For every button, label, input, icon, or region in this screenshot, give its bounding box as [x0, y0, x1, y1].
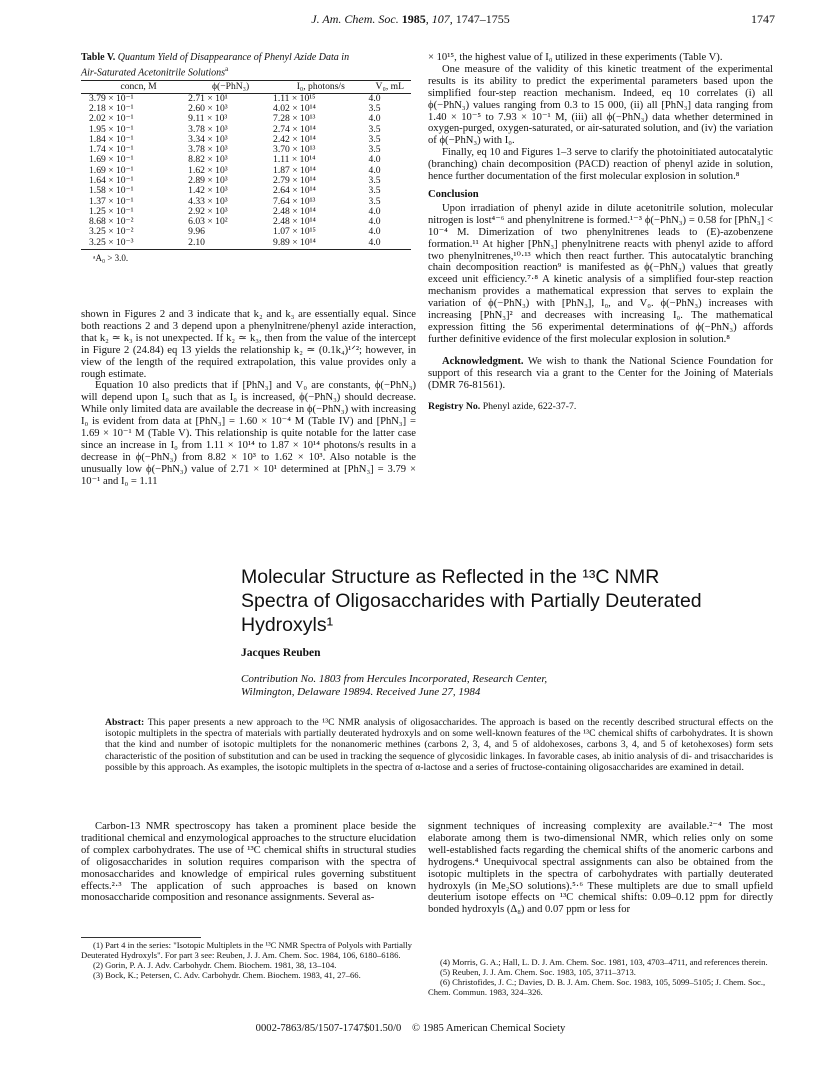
table-cell: 2.10 — [188, 238, 273, 250]
table-cell: 4.0 — [368, 226, 381, 238]
table-cell: 3.78 × 10³ — [188, 144, 228, 156]
table-cell: 7.64 × 10¹³ — [273, 195, 316, 207]
table-cell: 1.42 × 10³ — [188, 185, 228, 197]
table-cell: 3.25 × 10⁻² — [89, 226, 134, 238]
conclusion-heading: Conclusion — [428, 188, 479, 200]
copyright: © 1985 American Chemical Society — [411, 1023, 566, 1034]
table-row — [81, 114, 411, 124]
table-cell: 2.60 × 10³ — [188, 102, 228, 114]
table-cell: 1.84 × 10⁻¹ — [89, 133, 134, 145]
table-cell: 2.71 × 10¹ — [188, 92, 228, 104]
table-cell: 3.5 — [368, 185, 381, 197]
table-cell: 1.25 × 10⁻¹ — [89, 205, 134, 217]
column-header: I₀, photons/s — [273, 81, 368, 93]
body-left — [81, 821, 416, 904]
table-cell: 1.11 × 10¹⁵ — [273, 92, 316, 104]
table-cell: 9.89 × 10¹⁴ — [273, 238, 368, 250]
table-cell: 8.82 × 10³ — [188, 154, 228, 166]
affiliation: Contribution No. 1803 from Hercules Incorporated, Research Center, Wilmington, Delaware 19894. Received June 27, 1984 — [241, 673, 548, 698]
table-cell: 2.02 × 10⁻¹ — [89, 113, 134, 125]
table-cell: 1.62 × 10³ — [188, 164, 228, 176]
footnote-rule — [81, 937, 201, 938]
table-cell: 3.5 — [368, 102, 381, 114]
table-cell: 2.79 × 10¹⁴ — [273, 175, 316, 186]
table-cell: 2.18 × 10⁻¹ — [89, 102, 134, 114]
journal-citation: J. Am. Chem. Soc. 1985, 107, 1747–1755 — [311, 12, 510, 26]
paragraph: Equation 10 also predicts that if [PhN₃] and V₀ are constants, ϕ(−PhN₃) will depend upon I₀ such that as I₀ is increased, ϕ(−PhN₃) should decrease. While only limited data are available the decrease in ϕ(−PhN₃) with increasing I₀ is evident from data at [PhN₃] = 1.60 × 10⁻⁴ M (Table IV) and [PhN₃] = 1.69 × 10⁻¹ M (Table V). This relationship is quite notable for the latter case since an increase in I₀ from 1.11 × 10¹⁴ to 1.87 × 10¹⁴ photons/s results in a decrease in ϕ(−PhN₃) from 8.82 × 10³ to 1.62 × 10³. Also notable is the unusually low ϕ(−PhN₃) value of 2.71 × 10¹ determined at [PhN₃] = 3.79 × 10⁻¹ and I₀ = 1.11 — [81, 380, 416, 487]
registry: Registry No. Phenyl azide, 622-37-7. — [428, 401, 577, 413]
paragraph: Carbon-13 NMR spectroscopy has taken a prominent place beside the traditional chemical and enzymological approaches to the structure elucidation of complex carbohydrates. The use of ¹³C chemical shifts in structural studies of oligosaccharides in solution requires comparison with the spectra of monosaccharides and knowledge of empirical rules governing substituent effects.²·³ The application of such approaches is based on known monosaccharide composition and resonance assignments. Several as- — [81, 821, 416, 904]
paragraph: One measure of the validity of this kinetic treatment of the experimental results is its ability to predict the experimental parameters based upon the simplified four-step reaction mechanism. Indeed, eq 10 correlates (i) all ϕ(−PhN₃) values ranging from 0.3 to 15 000, (ii) all [PhN₃] data ranging from 1.40 × 10⁻⁵ to 7.93 × 10⁻¹ M, (iii) all ϕ(−PhN₃) data whether determined in oxygen-purged, oxygen-saturated, or air-saturated solution, and (iv) the variation of ϕ(−PhN₃) with I₀. — [428, 63, 773, 147]
table-cell: 3.78 × 10³ — [188, 123, 228, 135]
table-cell: 1.74 × 10⁻¹ — [89, 144, 134, 156]
table-cell: 1.58 × 10⁻¹ — [89, 185, 134, 197]
table-cell: 3.5 — [368, 144, 381, 156]
table-cell: 1.37 × 10⁻¹ — [89, 195, 134, 207]
table-cell: 3.79 × 10⁻¹ — [89, 92, 134, 104]
table-cell: 2.92 × 10³ — [188, 205, 228, 217]
table-cell: 3.5 — [368, 133, 381, 145]
column-header: ϕ(−PhN₃) — [188, 81, 273, 93]
table-cell: 4.0 — [369, 238, 411, 250]
column-header: concn, M — [81, 81, 188, 93]
table-cell: 3.70 × 10¹³ — [273, 144, 316, 156]
footnotes-right — [428, 957, 773, 997]
table-cell: 1.11 × 10¹⁴ — [273, 154, 316, 166]
table-cell: 2.74 × 10¹⁴ — [273, 123, 316, 135]
paragraph: Upon irradiation of phenyl azide in dilute acetonitrile solution, molecular nitrogen is lost⁴⁻⁶ and phenylnitrene is formed.¹⁻³ ϕ(−PhN₃) = 0.58 for [PhN₃] < 10⁻⁴ M. Dimerization of two phenylnitrenes leads to (E)-azobenzene formation.¹¹ At higher [PhN₃] phenylnitrene reacts with phenyl azide to afford two phenylnitrenes,¹⁰·¹³ which then react further. This autocatalytic branching chain decomposition reaction⁹ is manifested as ϕ(−PhN₃) values that greatly exceed unit efficiency.⁷·⁸ A kinetic analysis of a simplified four-step reaction mechanism provides a mathematical expression that serves to explain the variation of ϕ(−PhN₃) with [PhN₃], I₀, and V₀. ϕ(−PhN₃) increases with increasing [PhN₃]² and decreases with increasing I₀. The mathematical expression fitting the 56 experimental determinations of ϕ(−PhN₃) affords further definitive evidence of the first molecular explosion in solution.⁸ — [428, 202, 773, 345]
footnote: (3) Bock, K.; Petersen, C. Adv. Carbohydr. Chem. Biochem. 1983, 41, 27–66. — [93, 970, 361, 981]
table-cell: 6.03 × 10² — [188, 216, 228, 228]
table-cell: 2.48 × 10¹⁴ — [273, 216, 316, 228]
table-cell: 2.42 × 10¹⁴ — [273, 133, 316, 145]
page-footer — [0, 1023, 821, 1034]
table-cell: 4.0 — [368, 216, 381, 228]
author: Jacques Reuben — [241, 647, 321, 659]
page-number: 1747 — [751, 12, 775, 26]
table-cell: 1.87 × 10¹⁴ — [273, 164, 316, 176]
table-cell: 9.11 × 10³ — [188, 113, 228, 125]
table-cell: 4.0 — [368, 92, 381, 104]
table-cell: 1.07 × 10¹⁵ — [273, 226, 316, 238]
paragraph: shown in Figures 2 and 3 indicate that k₂ and k₃ are essentially equal. Since both reactions 2 and 3 depend upon a phenylnitrene/phenyl azide interaction, that k₂ ≃ k₃ is not unexpected. If k₂ ≃ k₃, then from the value of the intercept in Figure 2 (24.84) eq 13 yields the relationship k₂ ≃ (0.1k₄)¹ᐟ²; however, in view of the length of the required extrapolation, this value provides only a rough estimate. — [81, 309, 416, 380]
article-code: 0002-7863/85/1507-1747$01.50/0 — [255, 1023, 402, 1034]
table-cell: 4.02 × 10¹⁴ — [273, 102, 316, 114]
table-cell: 1.64 × 10⁻¹ — [89, 175, 134, 186]
table-cell: 3.5 — [368, 123, 381, 135]
table-cell: 7.28 × 10¹³ — [273, 113, 316, 125]
table-cell: 4.0 — [368, 154, 381, 166]
table-cell: 2.64 × 10¹⁴ — [273, 185, 316, 197]
table-cell: 1.69 × 10⁻¹ — [89, 154, 134, 166]
article-title: Molecular Structure as Reflected in the ¹³C NMR Spectra of Oligosaccharides with Partially Deuterated Hydroxyls¹ — [241, 566, 702, 636]
table-cell: 3.5 — [368, 195, 381, 207]
table-cell: 3.5 — [368, 175, 381, 186]
data-table — [81, 80, 411, 250]
table-cell: 4.0 — [368, 164, 381, 176]
table-cell: 1.95 × 10⁻¹ — [89, 123, 134, 135]
table-cell: 9.96 — [188, 226, 205, 238]
table-cell: 2.48 × 10¹⁴ — [273, 205, 316, 217]
acknowledgment: Acknowledgment. We wish to thank the National Science Foundation for support of this research via a grant to the Center for the Joining of Materials (DMR 76-81561). — [428, 355, 773, 391]
footnote: (1) Part 4 in the series: "Isotopic Multiplets in the ¹³C NMR Spectra of Polyols with Partially Deuterated Hydroxyls". For part 3 see: Reuben, J. J. Am. Chem. Soc. 1984, 106, 6180–6186. — [81, 940, 412, 961]
table-cell: 2.89 × 10³ — [188, 175, 228, 186]
table-cell: 8.68 × 10⁻² — [89, 216, 134, 228]
right-column — [428, 52, 773, 413]
column-header: V₀, mL — [369, 81, 411, 93]
footnote: (2) Gorin, P. A. J. Adv. Carbohydr. Chem. Biochem. 1981, 38, 13–104. — [93, 960, 337, 971]
paragraph: × 10¹⁵, the highest value of I₀ utilized in these experiments (Table V). — [428, 52, 723, 63]
table-cell: 3.25 × 10⁻³ — [81, 238, 188, 250]
table-cell: 3.34 × 10³ — [188, 133, 228, 145]
footnote: (4) Morris, G. A.; Hall, L. D. J. Am. Chem. Soc. 1981, 103, 4703–4711, and references therein. — [440, 957, 768, 967]
running-header — [0, 12, 821, 28]
footnote: (5) Reuben, J. J. Am. Chem. Soc. 1983, 105, 3711–3713. — [440, 967, 636, 978]
table-cell: 1.69 × 10⁻¹ — [89, 164, 134, 176]
table-cell: 4.33 × 10³ — [188, 195, 228, 207]
table-caption: Table V. Quantum Yield of Disappearance of Phenyl Azide Data in Air-Saturated Acetonitrile Solutions$^a$ — [81, 52, 350, 78]
paragraph: signment techniques of increasing complexity are available.²⁻⁴ The most elaborate among them is two-dimensional NMR, which relies only on some well-established facts regarding the chemical shifts of the anomeric carbons and hydrogens.⁴ Unequivocal spectral assignments can also be obtained from the isotopic multiplets in the spectra of carbohydrates with partially deuterated hydroxyls (in Me₂SO solutions).⁵·⁶ These multiplets are due to small upfield deuterium isotope effects on ¹³C chemical shifts: 0.09–0.12 ppm for directly bonded hydroxyls (Δ₈) and 0.07 ppm or less for — [428, 821, 773, 916]
body-right — [428, 821, 773, 916]
left-column — [81, 309, 416, 488]
table-cell: 4.0 — [368, 205, 381, 217]
table-footnote: ᵃA₀ > 3.0. — [93, 253, 129, 264]
table-v — [81, 52, 416, 263]
abstract: Abstract: This paper presents a new approach to the ¹³C NMR analysis of oligosaccharides. The approach is based on the recently described structural effects on the isotopic multiplets in the spectra of materials with partially deuterated hydroxyls and on some well-known features of the ¹³C chemical shifts of carbohydrates. It is shown that the kind and number of isotopic multiplets for the nonanomeric methines (carbons 2, 3, 4, and 5 of aldohexoses, carbons 3, 4, and 5 of ketohexoses) form sets characteristic of the position of substitution and can be used in tracking the sequence of glycosidic linkages. In favorable cases, ab initio analysis of di- and trisaccharides is possible by this approach. As examples, the isotopic multiplets in the spectra of α-lactose and a series of fructose-containing oligosaccharides are examined in detail. — [105, 717, 773, 773]
footnote: (6) Christofides, J. C.; Davies, D. B. J. Am. Chem. Soc. 1983, 105, 5099–5105; J. Chem. Soc., Chem. Commun. 1983, 324–326. — [428, 977, 766, 998]
footnotes-left — [81, 937, 416, 980]
table-row — [81, 238, 411, 250]
table-cell: 4.0 — [368, 113, 381, 125]
paragraph: Finally, eq 10 and Figures 1–3 serve to clarify the photoinitiated autocatalytic (branching) chain decomposition (PACD) reaction of phenyl azide in solution, hence further documentation of the first molecular explosion in solution.⁸ — [428, 147, 773, 183]
